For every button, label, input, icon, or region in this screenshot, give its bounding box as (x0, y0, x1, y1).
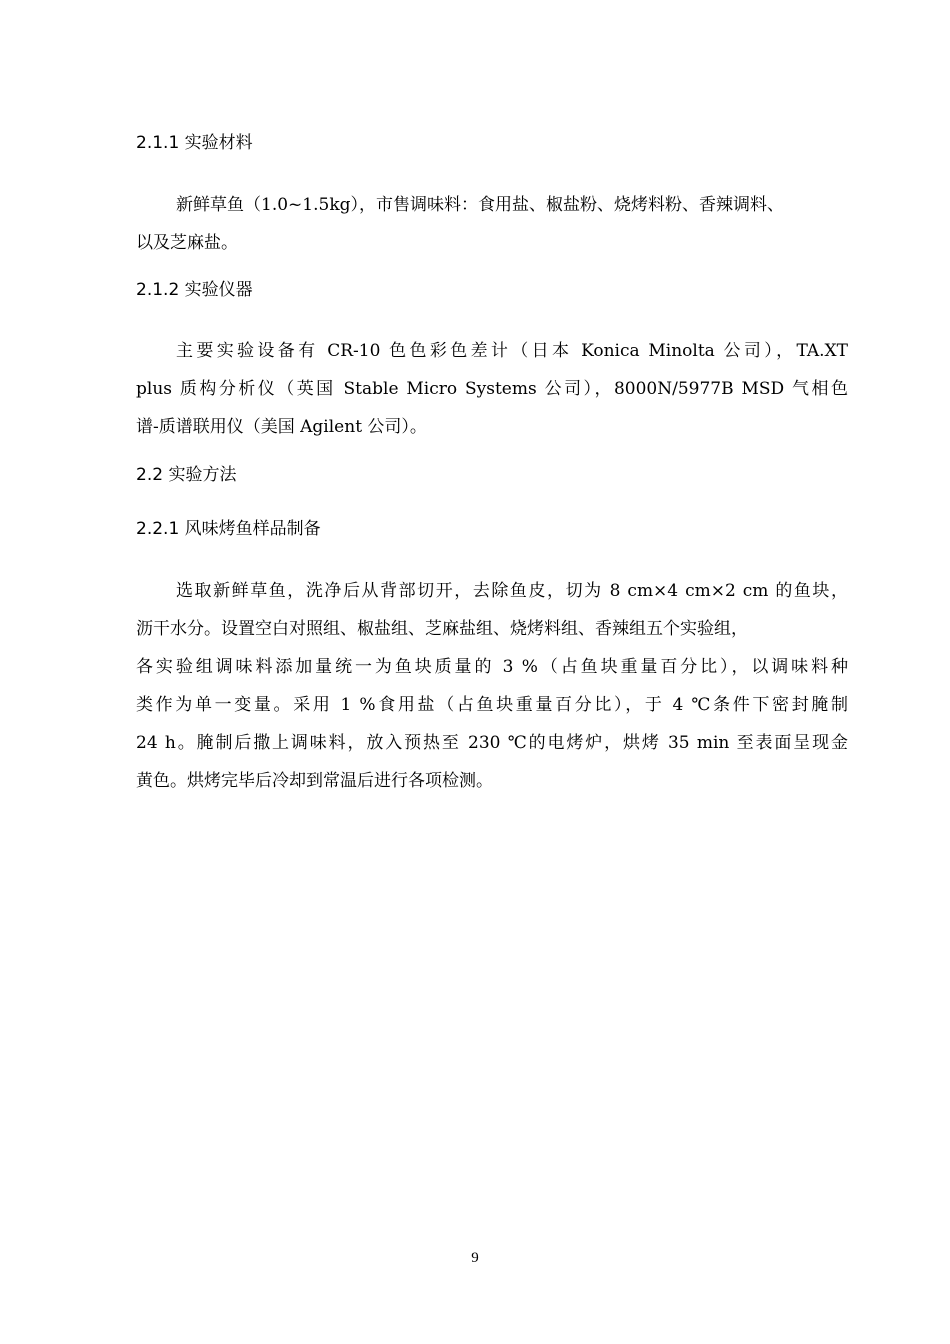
paragraph-line: 以及芝麻盐。 (136, 233, 238, 253)
heading-2-1-1: 2.1.1 实验材料 (136, 133, 253, 153)
heading-2-2-1: 2.2.1 风味烤鱼样品制备 (136, 519, 321, 539)
heading-2-2: 2.2 实验方法 (136, 465, 237, 485)
heading-2-1-2: 2.1.2 实验仪器 (136, 280, 253, 300)
paragraph-line: 沥干水分。设置空白对照组、椒盐组、芝麻盐组、烧烤料组、香辣组五个实验组， (136, 619, 748, 639)
paragraph-materials (136, 186, 848, 262)
paragraph-sample-preparation (136, 572, 848, 800)
paragraph-line: 各实验组调味料添加量统一为鱼块质量的 3 %（占鱼块重量百分比），以调味料种 (136, 657, 848, 677)
paragraph-line: 类作为单一变量。采用 1 %食用盐（占鱼块重量百分比），于 4 ℃条件下密封腌制 (136, 695, 848, 715)
paragraph-line: 选取新鲜草鱼，洗净后从背部切开，去除鱼皮，切为 8 cm×4 cm×2 cm 的鱼块， (176, 581, 848, 601)
page-number: 9 (471, 1250, 479, 1266)
paragraph-line: 谱-质谱联用仪（美国 Agilent 公司）。 (136, 417, 427, 437)
paragraph-line: 黄色。烘烤完毕后冷却到常温后进行各项检测。 (136, 771, 493, 791)
paragraph-line: plus 质构分析仪（英国 Stable Micro Systems 公司），8000N/5977B MSD 气相色 (136, 379, 848, 399)
paragraph-line: 主要实验设备有 CR-10 色色彩色差计（日本 Konica Minolta 公司），TA.XT (176, 341, 848, 361)
paragraph-instruments (136, 332, 848, 446)
paragraph-line: 24 h。腌制后撒上调味料，放入预热至 230 ℃的电烤炉，烘烤 35 min 至表面呈现金 (136, 733, 848, 753)
paragraph-line: 新鲜草鱼（1.0~1.5kg），市售调味料：食用盐、椒盐粉、烧烤料粉、香辣调料、 (176, 195, 784, 215)
